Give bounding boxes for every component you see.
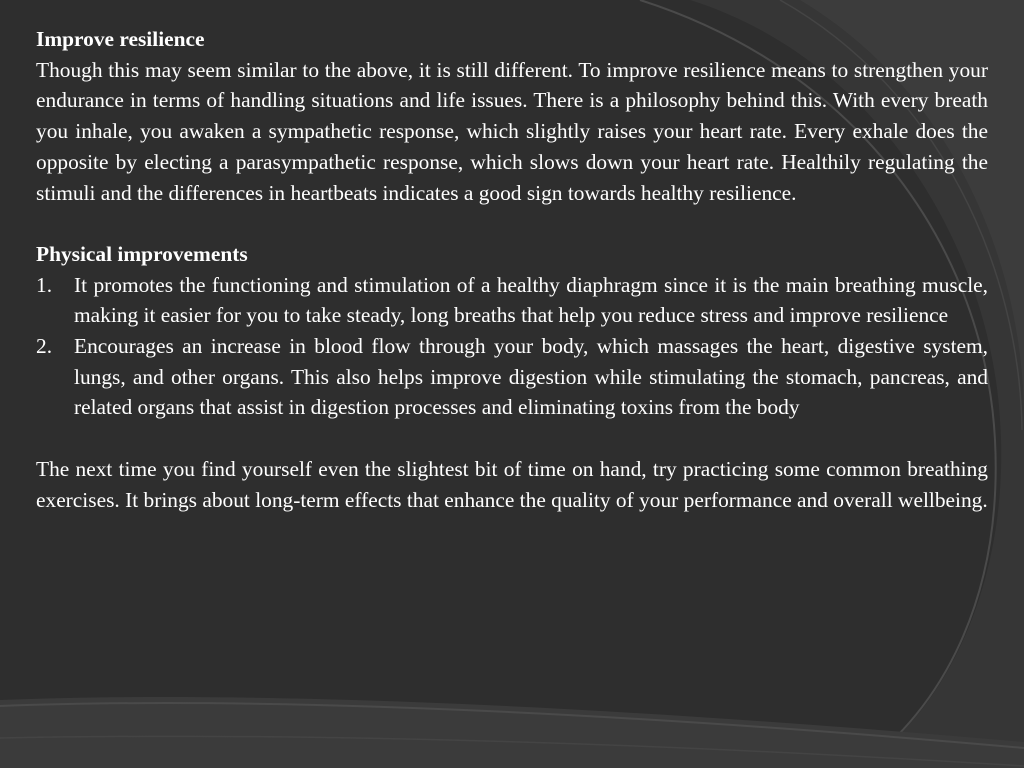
closing-paragraph: The next time you find yourself even the slightest bit of time on hand, try practicing some common breathing exercises. It brings about long-term effects that enhance the quality of your performance and overall wellbeing. [36, 456, 988, 512]
section-heading-resilience: Improve resilience [36, 27, 205, 51]
list-item-text: It promotes the functioning and stimulation of a healthy diaphragm since it is the main breathing muscle, making it easier for you to take steady, long breaths that help you reduce stress and improve resilience [74, 272, 988, 328]
list-item-text: Encourages an increase in blood flow through your body, which massages the heart, digestive system, lungs, and other organs. This also helps improve digestion while stimulating the stomach, pancreas, and related organs that assist in digestion processes and eliminating toxins from the body [74, 334, 988, 420]
spacer [36, 208, 988, 239]
slide-content [36, 24, 988, 515]
list-item-number: 1. [36, 272, 53, 297]
list-item [36, 331, 988, 423]
list-item [36, 270, 988, 331]
improvements-list [36, 270, 988, 424]
list-item-number: 2. [36, 334, 53, 359]
spacer [36, 423, 988, 454]
resilience-paragraph: Though this may seem similar to the above, it is still different. To improve resilience means to strengthen your endurance in terms of handling situations and life issues. There is a philosophy behind this. With every breath you inhale, you awaken a sympathetic response, which slightly raises your heart rate. Every exhale does the opposite by electing a parasympathetic response, which slows down your heart rate. Healthily regulating the stimuli and the differences in heartbeats indicates a good sign towards healthy resilience. [36, 57, 988, 205]
section-heading-physical: Physical improvements [36, 241, 248, 266]
